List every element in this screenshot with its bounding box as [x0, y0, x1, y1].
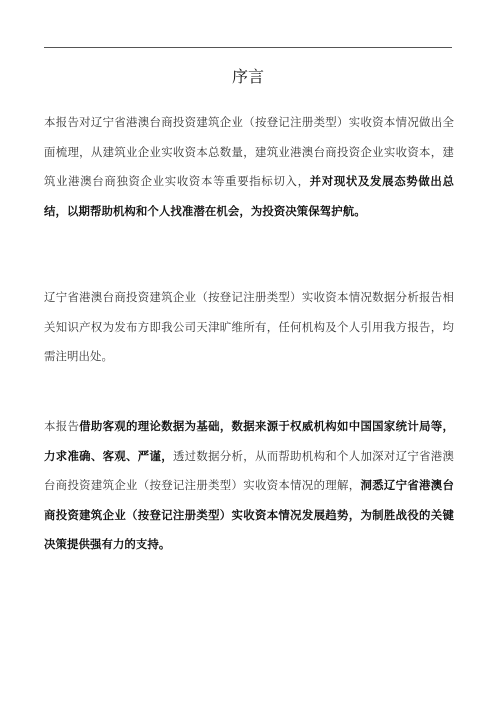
- methodology-text-2: 透过数据分析，从而帮助机构和个人加深对辽宁省港澳台商投资建筑企业（按登记注册类型）实收资本情况的理解，: [44, 448, 454, 492]
- copyright-paragraph: [44, 283, 454, 372]
- methodology-emphasis-2: 洞悉辽宁省港澳台商投资建筑企业（按登记注册类型）实收资本情况发展趋势，为制胜战役的关键决策提供强有力的支持。: [44, 478, 454, 551]
- methodology-emphasis-1: 借助客观的理论数据为基础，数据来源于权威机构如中国国家统计局等，力求准确、客观、严谨，: [44, 419, 454, 463]
- intro-paragraph: [44, 108, 454, 226]
- methodology-paragraph: [44, 412, 454, 560]
- methodology-text-1: 本报告: [44, 419, 80, 433]
- page-title: 序言: [231, 67, 264, 86]
- header-rule: [44, 47, 452, 48]
- intro-emphasis: 并对现状及发展态势做出总结，以期帮助机构和个人找准潜在机会，为投资决策保驾护航。: [44, 174, 454, 218]
- copyright-text: 辽宁省港澳台商投资建筑企业（按登记注册类型）实收资本情况数据分析报告相关知识产权为发布方即我公司天津旷维所有，任何机构及个人引用我方报告，均需注明出处。: [44, 290, 454, 363]
- intro-text: 本报告对辽宁省港澳台商投资建筑企业（按登记注册类型）实收资本情况做出全面梳理，从建筑业企业实收资本总数量，建筑业港澳台商投资企业实收资本，建筑业港澳台商独资企业实收资本等重要指标切入，: [44, 115, 454, 188]
